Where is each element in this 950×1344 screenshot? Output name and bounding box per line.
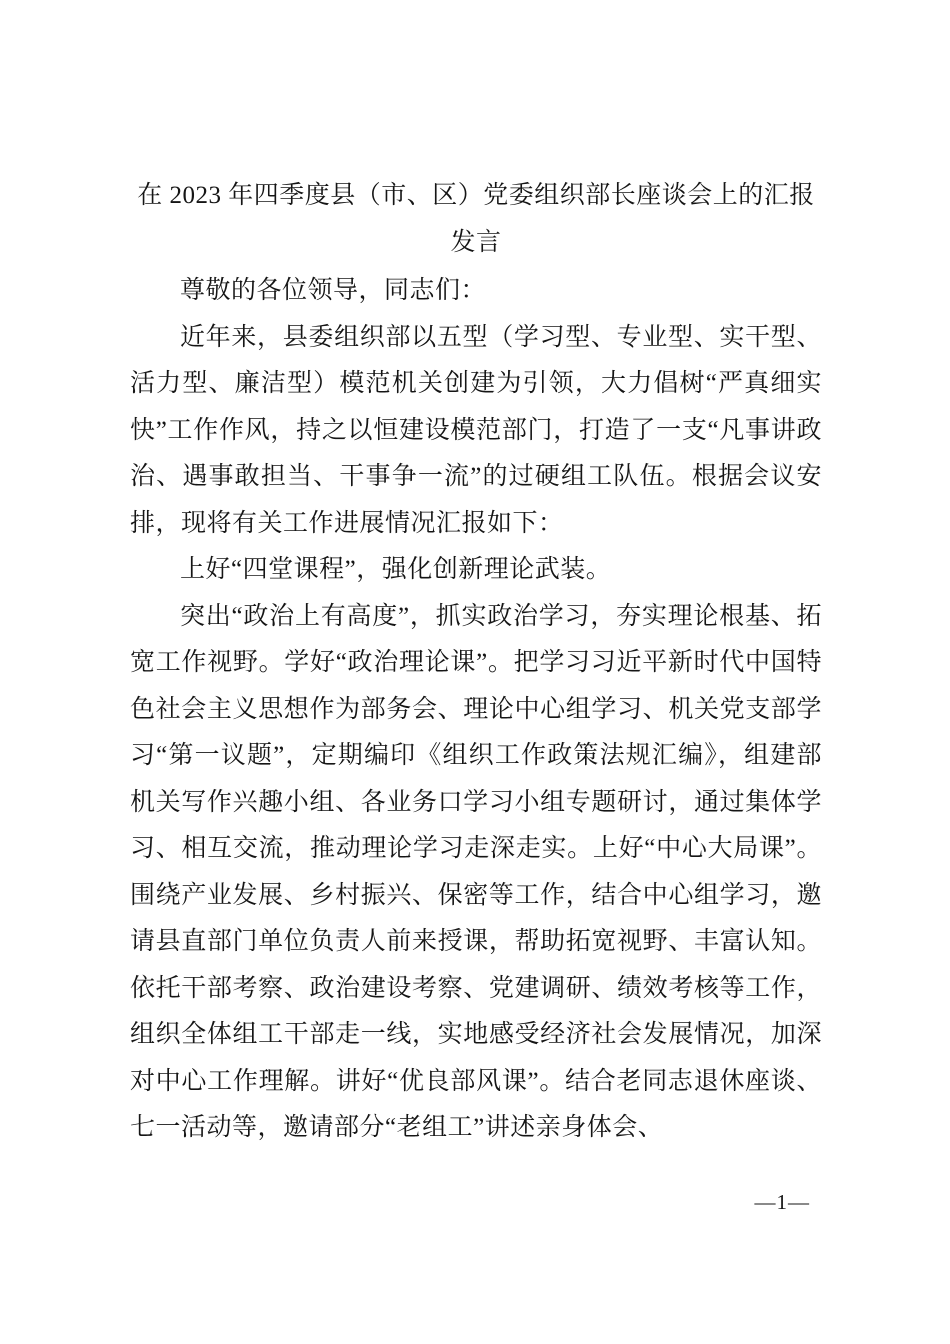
page-number: —1—: [754, 1190, 810, 1214]
paragraph-body: 突出“政治上有高度”，抓实政治学习，夯实理论根基、拓宽工作视野。学好“政治理论课”。把学习习近平新时代中国特色社会主义思想作为部务会、理论中心组学习、机关党支部学习“第一议题”，定期编印《组织工作政策法规汇编》，组建部机关写作兴趣小组、各业务口学习小组专题研讨，通过集体学习、相互交流，推动理论学习走深走实。上好“中心大局课”。围绕产业发展、乡村振兴、保密等工作，结合中心组学习，邀请县直部门单位负责人前来授课，帮助拓宽视野、丰富认知。依托干部考察、政治建设考察、党建调研、绩效考核等工作，组织全体组工干部走一线，实地感受经济社会发展情况，加深对中心工作理解。讲好“优良部风课”。结合老同志退休座谈、七一活动等，邀请部分“老组工”讲述亲身体会、: [130, 602, 822, 1141]
paragraph-intro: 近年来，县委组织部以五型（学习型、专业型、实干型、活力型、廉洁型）模范机关创建为引领，大力倡树“严真细实快”工作作风，持之以恒建设模范部门，打造了一支“凡事讲政治、遇事敢担当、干事争一流”的过硬组工队伍。根据会议安排，现将有关工作进展情况汇报如下：: [130, 323, 822, 537]
paragraph-salutation: 尊敬的各位领导，同志们：: [180, 277, 487, 304]
document-content: [130, 172, 822, 1152]
paragraph-section-heading: 上好“四堂课程”，强化创新理论武装。: [180, 556, 612, 583]
document-title: 在 2023 年四季度县（市、区）党委组织部长座谈会上的汇报发言: [137, 182, 815, 256]
